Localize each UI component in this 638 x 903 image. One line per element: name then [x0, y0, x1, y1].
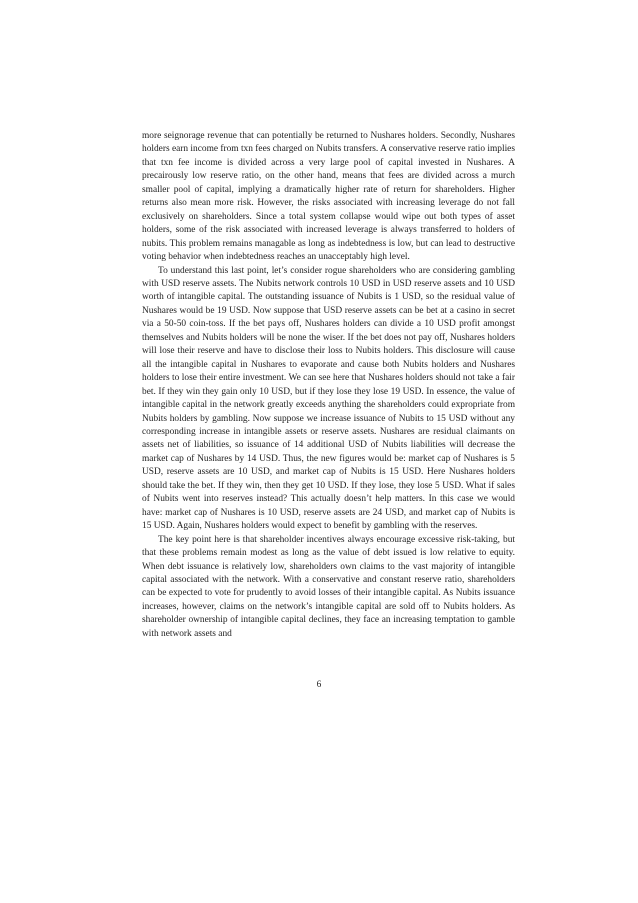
body-text: [142, 130, 515, 641]
paragraph: more seignorage revenue that can potentially be returned to Nushares holders. Secondly, Nushares holders earn income from txn fees charged on Nubits transfers. A conservative reserve ratio implies that txn fee income is divided across a very large pool of capital invested in Nushares. A precairously low reserve ratio, on the other hand, means that fees are divided across a murch smaller pool of capital, implying a dramatically higher rate of return for shareholders. Higher returns also mean more risk. However, the risks associated with increasing leverage do not fall exclusively on shareholders. Since a total system collapse would wipe out both types of asset holders, some of the risk associated with increased leverage is always transferred to holders of nubits. This problem remains managable as long as indebtedness is low, but can lead to destructive voting behavior when indebtedness reaches an unacceptably high level.: [142, 131, 515, 263]
page-number: 6: [316, 680, 322, 690]
paragraph: The key point here is that shareholder incentives always encourage excessive risk-taking, but that these problems remain modest as long as the value of debt issued is low relative to equity. When debt issuance is relatively low, shareholders own claims to the vast majority of intangible capital associated with the network. With a conservative and constant reserve ratio, shareholders can be expected to vote for prudently to avoid losses of their intangible capital. As Nubits issuance increases, however, claims on the network’s intangible capital are sold off to Nubits holders. As shareholder ownership of intangible capital declines, they face an increasing temptation to gamble with network assets and: [142, 534, 515, 639]
paragraph: To understand this last point, let’s consider rogue shareholders who are considering gambling with USD reserve assets. The Nubits network controls 10 USD in USD reserve assets and 10 USD worth of intangible capital. The outstanding issuance of Nubits is 1 USD, so the residual value of Nushares would be 19 USD. Now suppose that USD reserve assets can be bet at a casino in secret via a 50-50 coin-toss. If the bet pays off, Nushares holders can divide a 10 USD profit amongst themselves and Nubits holders will be none the wiser. If the bet does not pay off, Nushares holders will lose their reserve and have to disclose their loss to Nubits holders. This disclosure will cause all the intangible capital in Nushares to evaporate and cause both Nubits holders and Nushares holders to lose their entire investment. We can see here that Nushares holders should not take a fair bet. If they win they gain only 10 USD, but if they lose they lose 19 USD. In essence, the value of intangible capital in the network greatly exceeds anything the shareholders could expropriate from Nubits holders by gambling. Now suppose we increase issuance of Nubits to 15 USD without any corresponding increase in intangible assets or reserve assets. Nushares are residual claimants on assets net of liabilities, so issuance of 14 additional USD of Nubits liabilities will decrease the market cap of Nushares by 14 USD. Thus, the new figures would be: market cap of Nushares is 5 USD, reserve assets are 10 USD, and market cap of Nubits is 15 USD. Here Nushares holders should take the bet. If they win, then they get 10 USD. If they lose, they lose 5 USD. What if sales of Nubits went into reserves instead? This actually doesn’t help matters. In this case we would have: market cap of Nushares is 10 USD, reserve assets are 24 USD, and market cap of Nubits is 15 USD. Again, Nushares holders would expect to benefit by gambling with the reserves.: [142, 265, 515, 532]
